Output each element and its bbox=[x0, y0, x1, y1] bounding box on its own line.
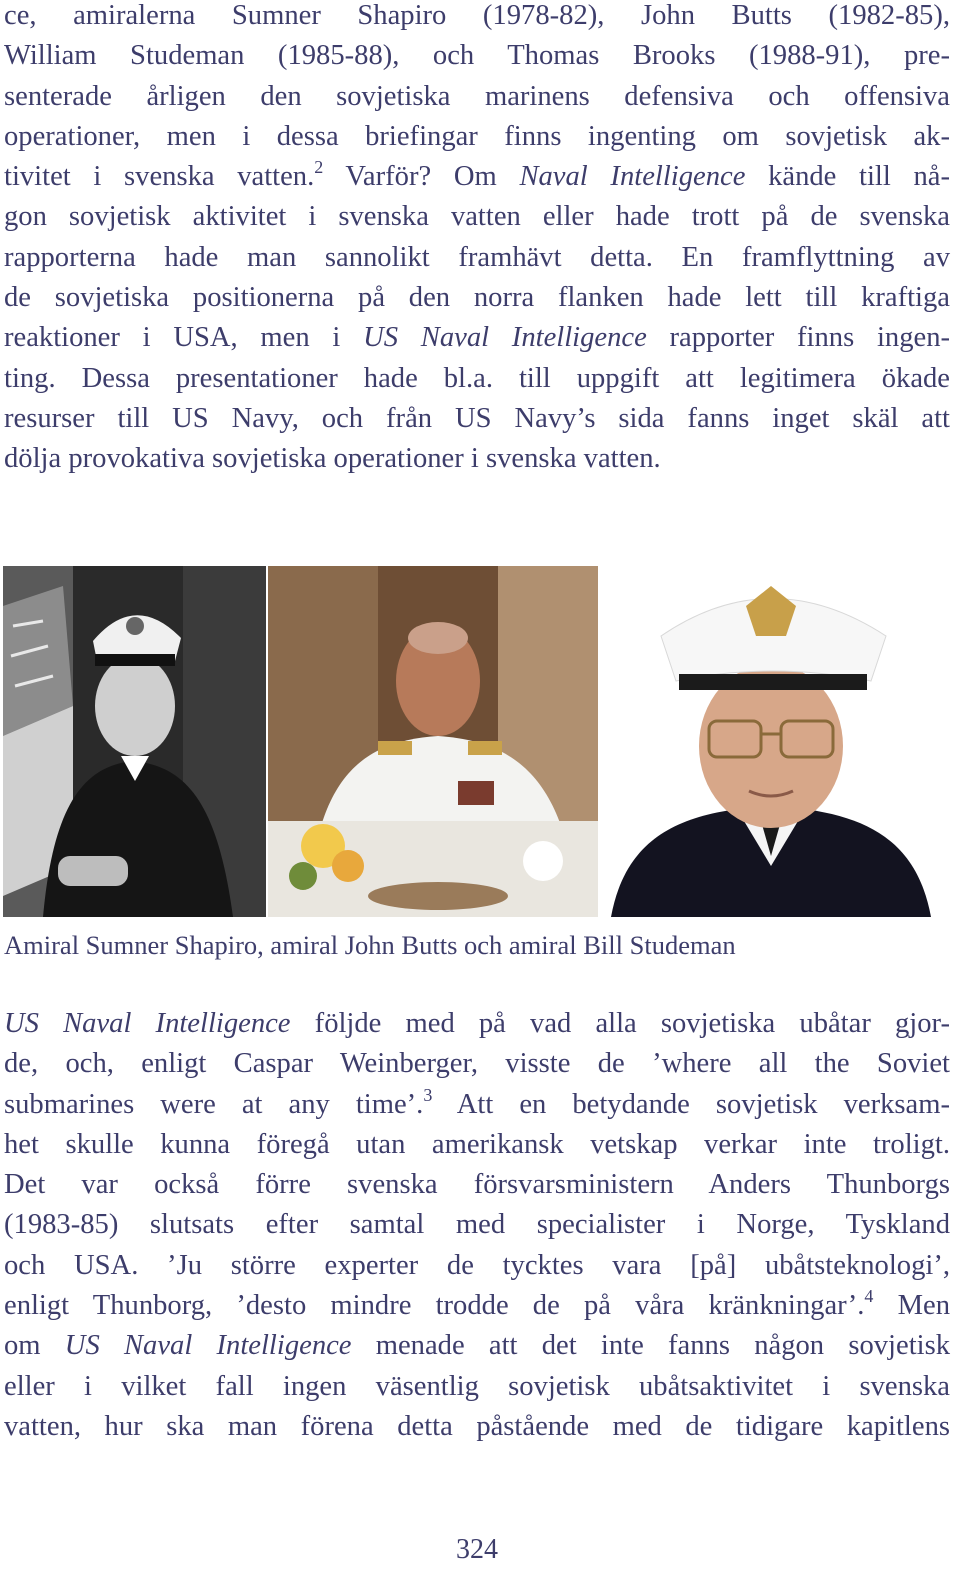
text-span: enligt Thunborg, ’desto mindre trodde de på våra kränkningar’. bbox=[4, 1290, 865, 1322]
text-line: gon sovjetisk aktivitet i svenska vatten eller hade trott på de svenska bbox=[4, 201, 950, 233]
text-line: rapporterna hade man sannolikt framhävt detta. En framflyttning av bbox=[4, 241, 950, 273]
italic-term: Naval Intelligence bbox=[519, 161, 746, 193]
text-span: rapporter finns ingen- bbox=[646, 322, 951, 354]
text-line: och USA. ’Ju större experter de tycktes vara [på] ubåtsteknologi’, bbox=[4, 1249, 950, 1281]
portrait-photo-1 bbox=[3, 566, 266, 917]
portrait-photo-3 bbox=[601, 566, 941, 917]
text-span: Men bbox=[873, 1290, 951, 1322]
text-span: om bbox=[4, 1330, 65, 1362]
italic-term: US Naval Intelligence bbox=[64, 1330, 352, 1362]
italic-term: US Naval Intelligence bbox=[4, 1008, 291, 1039]
text-line: eller i vilket fall ingen väsentlig sovjetisk ubåtsaktivitet i svenska bbox=[4, 1370, 950, 1402]
page-number: 324 bbox=[456, 1534, 498, 1565]
text-line: (1983-85) slutsats efter samtal med specialister i Norge, Tyskland bbox=[4, 1209, 950, 1241]
footnote-ref-3: 3 bbox=[423, 1084, 433, 1105]
photo-row bbox=[3, 566, 941, 917]
text-line: Det var också förre svenska försvarsministern Anders Thunborgs bbox=[4, 1169, 950, 1201]
text-span: reaktioner i USA, men i bbox=[4, 322, 364, 354]
footnote-ref-4: 4 bbox=[864, 1286, 874, 1307]
text-line: William Studeman (1985-88), och Thomas Brooks (1988-91), pre- bbox=[4, 40, 950, 72]
portrait-2-image bbox=[268, 566, 598, 917]
text-line: dölja provokativa sovjetiska operationer i svenska vatten. bbox=[4, 443, 661, 475]
text-line: de, och, enligt Caspar Weinberger, visste de ’where all the Soviet bbox=[4, 1048, 950, 1080]
portrait-photo-2 bbox=[268, 566, 598, 917]
text-line: ting. Dessa presentationer hade bl.a. till uppgift att legitimera ökade bbox=[4, 362, 950, 394]
text-line: senterade årligen den sovjetiska marinens defensiva och offensiva bbox=[4, 80, 950, 112]
text-line bbox=[4, 157, 950, 197]
text-span: menade att det inte fanns någon sovjetisk bbox=[351, 1330, 951, 1362]
text-line bbox=[4, 1286, 950, 1326]
body-paragraph-1 bbox=[4, 0, 950, 480]
text-line: resurser till US Navy, och från US Navy’s sida fanns inget skäl att bbox=[4, 402, 950, 434]
portrait-1-image bbox=[3, 566, 266, 917]
text-span: kände till nå- bbox=[745, 161, 951, 193]
text-line: vatten, hur ska man förena detta påstående med de tidigare kapitlens bbox=[4, 1410, 950, 1442]
portrait-3-image bbox=[601, 566, 941, 917]
italic-term: US Naval Intelligence bbox=[363, 322, 647, 354]
text-span: tivitet i svenska vatten. bbox=[4, 161, 315, 193]
text-line: het skulle kunna föregå utan amerikansk vetskap verkar inte troligt. bbox=[4, 1128, 950, 1160]
photo-caption: Amiral Sumner Shapiro, amiral John Butts och amiral Bill Studeman bbox=[4, 930, 736, 960]
text-span: Varför? Om bbox=[323, 161, 520, 193]
text-line: de sovjetiska positionerna på den norra flanken hade lett till kraftiga bbox=[4, 282, 950, 314]
text-line: ce, amiralerna Sumner Shapiro (1978-82), John Butts (1982-85), bbox=[4, 0, 950, 31]
text-span: Att en betydande sovjetisk verksam- bbox=[432, 1088, 950, 1120]
text-span: följde med på vad alla sovjetiska ubåtar gjor- bbox=[290, 1008, 950, 1039]
text-line bbox=[4, 1326, 950, 1366]
text-span: submarines were at any time’. bbox=[4, 1088, 424, 1120]
text-line: operationer, men i dessa briefingar finns ingenting om sovjetisk ak- bbox=[4, 120, 950, 152]
text-line bbox=[4, 1085, 950, 1125]
text-line bbox=[4, 318, 950, 358]
text-line bbox=[4, 1004, 950, 1044]
body-paragraph-2 bbox=[4, 1004, 950, 1447]
footnote-ref-2: 2 bbox=[314, 157, 324, 178]
